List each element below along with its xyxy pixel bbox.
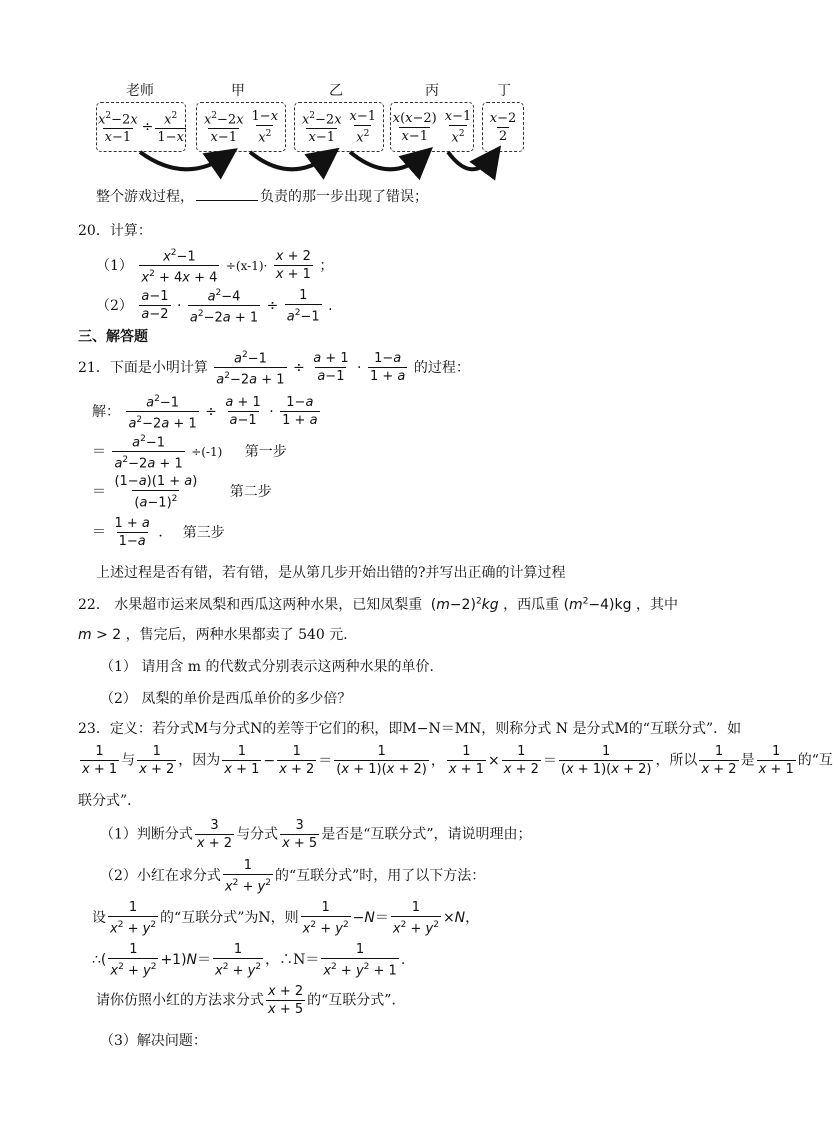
box-bing: $\frac{x(x-2)}{x-1}$ $\frac{x-1}{x^2}$	[390, 102, 474, 152]
q23-sub2: （2）小红在求分式 $\frac{1}{x^2 + y^2}$ 的“互联分式”时，用了以下方法：	[100, 858, 486, 895]
q21-lead: 21．下面是小明计算 $\frac{a^2-1}{a^2-2a + 1}$ ÷ $\frac{a + 1}{a-1}$ · $\frac{1-a}{1 + a}$ 的过程：	[78, 350, 470, 388]
label-jia: 甲	[231, 83, 245, 99]
answer-blank[interactable]	[196, 186, 258, 201]
q23-line1: 23．定义：若分式M与分式N的差等于它们的积，即M−N＝MN，则称分式 N 是分式M的“互联分式”．如	[78, 721, 742, 737]
q21-step1: ＝ $\frac{a^2-1}{a^2-2a + 1}$ ÷(-1) 第一步	[92, 434, 287, 472]
box-ding: $\frac{x-2}{2}$	[482, 102, 524, 152]
q21-step3: ＝ $\frac{1 + a}{1-a}$ ． 第三步	[92, 516, 225, 549]
arrow-3	[350, 152, 424, 169]
box-teacher: $\frac{x^2-2x}{x-1}$ ÷ $\frac{x^2}{1-x}$	[96, 102, 186, 152]
label-teacher: 老师	[126, 83, 154, 99]
q23-imitate: 请你仿照小红的方法求分式 $\frac{x + 2}{x + 5}$ 的“互联分式”．	[96, 984, 406, 1017]
section3-title: 三、解答题	[78, 329, 148, 345]
q23-sub1: （1）判断分式 $\frac{3}{x + 2}$ 与分式 $\frac{3}{x + 5}$ 是否是“互联分式”，请说明理由；	[100, 818, 532, 851]
q22-sub2: （2） 凤梨的单价是西瓜单价的多少倍？	[100, 691, 352, 707]
q23-line2: $\frac{1}{x + 1}$ 与 $\frac{1}{x + 2}$ ，因为 $\frac{1}{x + 1}$ − $\frac{1}{x + 2}$ ＝ $\frac{1}{(x + 1)(x + 2)}$ ， $\frac{1}{x + 1}$ × $\frac{1}{x + 2}$ ＝ $\frac{1}{(x + 1)(x + 2)}$ ，所以 $\frac{1}{x + 2}$ 是 $\frac{1}{x + 1}$ 的“互	[82, 744, 833, 777]
box-jia: $\frac{x^2-2x}{x-1}$ $\frac{1-x}{x^2}$	[196, 102, 286, 152]
q21-step2: ＝ $\frac{(1-a)(1 + a)}{(a-1)^2}$ 第二步	[92, 474, 272, 511]
arrow-4	[448, 152, 494, 169]
arrow-1	[140, 152, 228, 169]
arrow-2	[250, 152, 330, 169]
q23-set: 设 $\frac{1}{x^2 + y^2}$ 的“互联分式”为N，则 $\frac{1}{x^2 + y^2}$ −N＝ $\frac{1}{x^2 + y^2}$ ×N，	[92, 900, 480, 937]
q22-line1: 22． 水果超市运来凤梨和西瓜这两种水果，已知凤梨重 $(m-2)^2kg$ ，西瓜重 $(m^2-4)kg$ ，其中	[78, 596, 678, 613]
q20-title: 20．计算：	[78, 223, 152, 239]
arrows	[0, 0, 794, 200]
q21-question: 上述过程是否有错，若有错，是从第几步开始出错的?并写出正确的计算过程	[96, 565, 566, 581]
label-yi: 乙	[329, 83, 343, 99]
label-ding: 丁	[497, 83, 511, 99]
q22-sub1: （1） 请用含 m 的代数式分别表示这两种水果的单价．	[100, 659, 444, 675]
q22-line2: m > 2 ，售完后，两种水果都卖了 540 元．	[78, 627, 358, 643]
game-conclusion: 整个游戏过程， 负责的那一步出现了错误；	[96, 186, 428, 206]
q23-line3: 联分式”．	[78, 793, 142, 809]
q21-solution-line0: 解： $\frac{a^2-1}{a^2-2a + 1}$ ÷ $\frac{a + 1}{a-1}$ · $\frac{1-a}{1 + a}$	[92, 394, 318, 432]
q23-sub3: （3）解决问题：	[100, 1033, 207, 1049]
q23-therefore: ∴( $\frac{1}{x^2 + y^2}$ +1)N＝ $\frac{1}{x^2 + y^2}$ ，∴N＝ $\frac{1}{x^2 + y^2 + 1}$ .	[92, 942, 406, 979]
q20-part2: （2） $\frac{a-1}{a-2}$ · $\frac{a^2-4}{a^2-2a + 1}$ ÷ $\frac{1}{a^2-1}$ .	[96, 287, 333, 326]
q20-part1: （1） $\frac{x^2-1}{x^2 + 4x + 4}$ ÷(x-1)· $\frac{x + 2}{x + 1}$ ；	[96, 248, 334, 286]
label-bing: 丙	[425, 83, 439, 99]
box-yi: $\frac{x^2-2x}{x-1}$ $\frac{x-1}{x^2}$	[294, 102, 384, 152]
